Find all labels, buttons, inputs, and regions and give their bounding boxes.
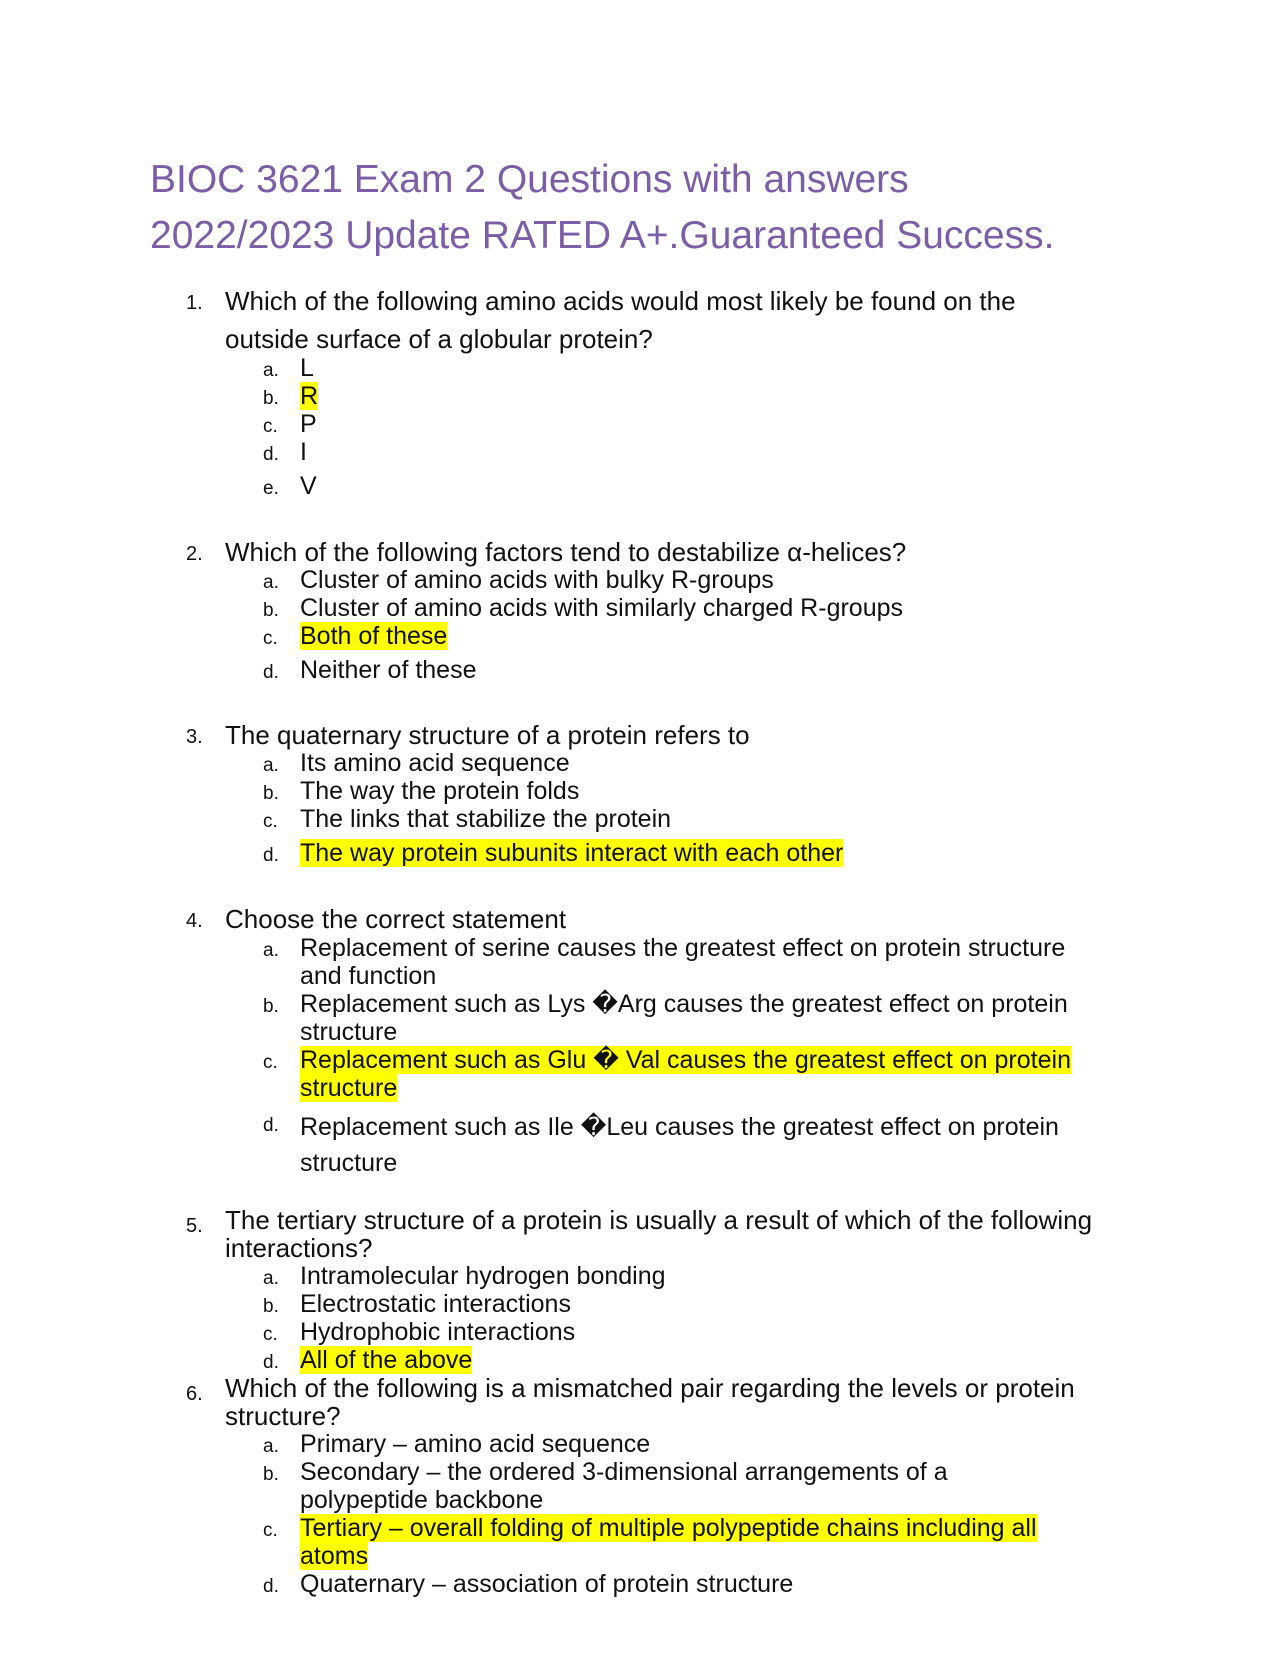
- option-letter: d.: [263, 662, 279, 683]
- option-letter: b.: [263, 1296, 279, 1317]
- question-text: [225, 1206, 1145, 1262]
- option-text: Electrostatic interactions: [300, 1290, 571, 1318]
- option-text-highlighted: [300, 839, 843, 867]
- option-letter: c.: [263, 1520, 278, 1541]
- option-text-line-1: Replacement such as Lys �Arg causes the greatest effect on protein: [300, 990, 1068, 1018]
- option-text-highlighted: [300, 622, 447, 650]
- option-letter: a.: [263, 755, 279, 776]
- question-text-line-2: interactions?: [225, 1233, 373, 1263]
- answer-highlight: All of the above: [300, 1346, 473, 1374]
- answer-highlight-line-1: Replacement such as Glu � Val causes the greatest effect on protein: [300, 1046, 1071, 1074]
- title-line-2: 2022/2023 Update RATED A+.Guaranteed Success.: [150, 214, 1055, 257]
- question-number: 1.: [186, 292, 203, 314]
- option-text-line-1: Replacement such as Ile �Leu causes the greatest effect on protein: [300, 1113, 1059, 1141]
- question-text-line-2: structure?: [225, 1401, 341, 1431]
- question-number: 5.: [186, 1215, 203, 1237]
- option-letter: b.: [263, 1464, 279, 1485]
- answer-highlight: The way protein subunits interact with each other: [300, 839, 844, 867]
- title-line-1: BIOC 3621 Exam 2 Questions with answers: [150, 158, 909, 201]
- option-letter: c.: [263, 811, 278, 832]
- option-text: V: [300, 472, 317, 500]
- question-text-line-1: Which of the following amino acids would most likely be found on the: [225, 286, 1016, 316]
- option-text: [300, 990, 1140, 1046]
- option-text: The way the protein folds: [300, 777, 580, 805]
- answer-highlight: R: [300, 382, 319, 410]
- answer-highlight-line-1: Tertiary – overall folding of multiple polypeptide chains including all: [300, 1514, 1037, 1542]
- option-text: [300, 934, 1140, 990]
- option-text-line-2: structure: [300, 1018, 398, 1046]
- option-letter: b.: [263, 600, 279, 621]
- option-letter: a.: [263, 940, 279, 961]
- option-text: Primary – amino acid sequence: [300, 1430, 651, 1458]
- answer-highlight-line-2: structure: [300, 1074, 398, 1102]
- question-number: 4.: [186, 910, 203, 932]
- option-text: Intramolecular hydrogen bonding: [300, 1262, 666, 1290]
- question-text-line-2: outside surface of a globular protein?: [225, 324, 653, 354]
- option-letter: c.: [263, 628, 278, 649]
- option-letter: b.: [263, 996, 279, 1017]
- option-text: Hydrophobic interactions: [300, 1318, 576, 1346]
- option-letter: d.: [263, 845, 279, 866]
- question-number: 2.: [186, 543, 203, 565]
- option-letter: c.: [263, 1324, 278, 1345]
- question-text: Choose the correct statement: [225, 904, 567, 934]
- question-text: [225, 282, 1145, 358]
- option-text: L: [300, 354, 314, 382]
- option-text-line-1: Secondary – the ordered 3-dimensional arrangements of a: [300, 1458, 948, 1486]
- question-number: 6.: [186, 1383, 203, 1405]
- option-letter: b.: [263, 783, 279, 804]
- option-letter: a.: [263, 1436, 279, 1457]
- option-text-highlighted: [300, 1046, 1140, 1102]
- option-text: Quaternary – association of protein structure: [300, 1570, 794, 1598]
- option-text-line-2: polypeptide backbone: [300, 1486, 544, 1514]
- option-letter: e.: [263, 478, 279, 499]
- option-text-highlighted: [300, 1514, 1140, 1570]
- answer-highlight: Both of these: [300, 622, 448, 650]
- option-text-line-1: Replacement of serine causes the greatest effect on protein structure: [300, 934, 1066, 962]
- question-text-line-1: The tertiary structure of a protein is usually a result of which of the following: [225, 1205, 1093, 1235]
- option-letter: a.: [263, 572, 279, 593]
- question-number: 3.: [186, 726, 203, 748]
- option-letter: a.: [263, 1268, 279, 1289]
- option-letter: d.: [263, 444, 279, 465]
- question-text: The quaternary structure of a protein refers to: [225, 720, 750, 750]
- question-text-line-1: Which of the following is a mismatched pair regarding the levels or protein: [225, 1373, 1075, 1403]
- question-text: Which of the following factors tend to destabilize α-helices?: [225, 537, 907, 567]
- option-letter: a.: [263, 360, 279, 381]
- option-text-line-2: and function: [300, 962, 437, 990]
- option-text: I: [300, 438, 307, 466]
- option-letter: c.: [263, 416, 278, 437]
- option-text: Its amino acid sequence: [300, 749, 570, 777]
- option-text: Neither of these: [300, 656, 477, 684]
- option-text: [300, 1458, 1140, 1514]
- option-text-highlighted: [300, 382, 318, 410]
- option-text: Cluster of amino acids with bulky R-groups: [300, 566, 774, 594]
- option-letter: d.: [263, 1115, 279, 1136]
- option-letter: c.: [263, 1052, 278, 1073]
- option-text: The links that stabilize the protein: [300, 805, 672, 833]
- document-title: [150, 152, 1150, 264]
- option-letter: b.: [263, 388, 279, 409]
- option-text-line-2: structure: [300, 1149, 398, 1177]
- option-text: P: [300, 410, 317, 438]
- option-text: [300, 1109, 1140, 1181]
- option-text: Cluster of amino acids with similarly charged R-groups: [300, 594, 904, 622]
- option-letter: d.: [263, 1352, 279, 1373]
- option-letter: d.: [263, 1576, 279, 1597]
- option-text-highlighted: [300, 1346, 472, 1374]
- question-text: [225, 1374, 1145, 1430]
- answer-highlight-line-2: atoms: [300, 1542, 369, 1570]
